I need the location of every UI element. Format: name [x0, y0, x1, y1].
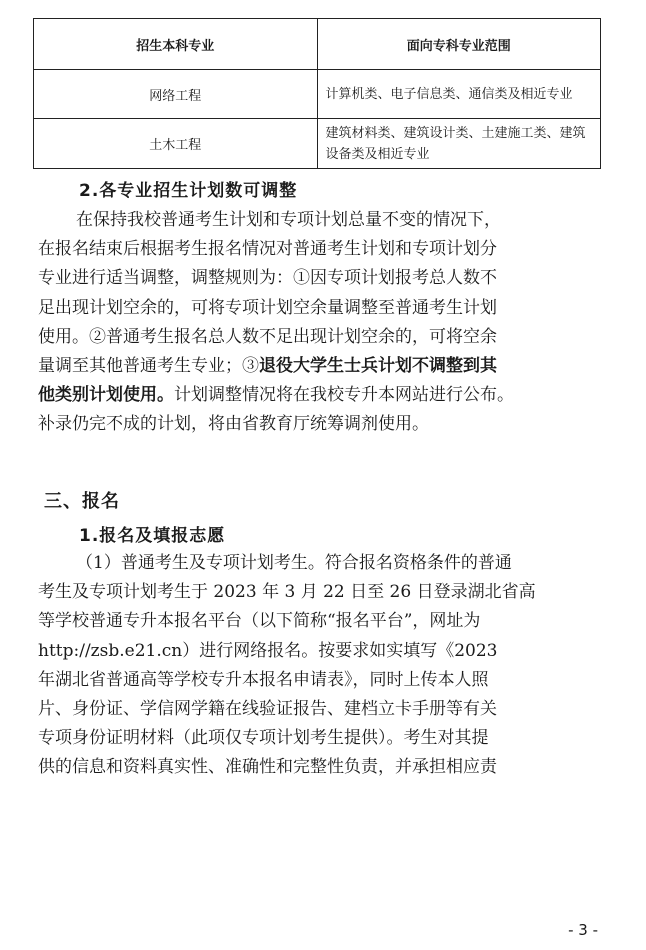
- page-number: - 3 -: [568, 921, 598, 939]
- table-cell-major: 网络工程: [34, 70, 318, 119]
- text-line: 使用。②普通考生报名总人数不足出现计划空余的，可将空余: [38, 326, 497, 347]
- table-header-cell: 面向专科专业范围: [317, 19, 601, 70]
- text-line: [38, 352, 600, 381]
- table-header-cell: 招生本科专业: [34, 19, 318, 70]
- text-line: 专项身份证明材料（此项仅专项计划考生提供）。考生对其提: [38, 728, 489, 749]
- table-row: [34, 119, 601, 169]
- text-line: 补录仍完不成的计划，将由省教育厅统筹调剂使用。: [38, 414, 429, 435]
- table-row: [34, 70, 601, 119]
- text-line: 片、身份证、学信网学籍在线验证报告、建档立卡手册等有关: [38, 699, 497, 720]
- section-heading: 1.报名及填报志愿: [79, 526, 226, 546]
- text-line: （1）普通考生及专项计划考生。符合报名资格条件的普通: [76, 553, 512, 573]
- table-header-row: [34, 19, 601, 70]
- bold-text: 他类别计划使用。: [38, 385, 174, 406]
- text-line: [38, 381, 600, 410]
- text-line: http://zsb.e21.cn）进行网络报名。按要求如实填写《2023: [38, 640, 498, 661]
- text-run: 计划调整情况将在我校专升本网站进行公布。: [174, 385, 514, 406]
- section-heading: 2.各专业招生计划数可调整: [79, 181, 298, 201]
- paragraph-plan-adjustment: [38, 206, 600, 440]
- text-line: 考生及专项计划考生于 2023 年 3 月 22 日至 26 日登录湖北省高: [38, 582, 536, 603]
- text-line: 在报名结束后根据考生报名情况对普通考生计划和专项计划分: [38, 239, 497, 260]
- text-line: 年湖北省普通高等学校专升本报名申请表》，同时上传本人照: [38, 669, 489, 690]
- text-line: 等学校普通专升本报名平台（以下简称“报名平台”，网址为: [38, 611, 481, 632]
- text-line: 足出现计划空余的，可将专项计划空余量调整至普通考生计划: [38, 297, 497, 318]
- paragraph-registration: [38, 549, 600, 783]
- text-line: 供的信息和资料真实性、准确性和完整性负责，并承担相应责: [38, 757, 497, 778]
- table-cell-range: 计算机类、电子信息类、通信类及相近专业: [317, 70, 601, 119]
- text-run: 量调至其他普通考生专业；③: [38, 356, 259, 377]
- table-cell-major: 土木工程: [34, 119, 318, 169]
- text-line: 专业进行适当调整，调整规则为：①因专项计划报考总人数不: [38, 268, 497, 289]
- table-cell-range: 建筑材料类、建筑设计类、土建施工类、建筑设备类及相近专业: [317, 119, 601, 169]
- chapter-heading: 三、报名: [44, 491, 120, 512]
- bold-text: 退役大学生士兵计划不调整到其: [259, 356, 497, 377]
- major-mapping-table: [33, 18, 601, 169]
- text-line: 在保持我校普通考生计划和专项计划总量不变的情况下，: [76, 210, 501, 230]
